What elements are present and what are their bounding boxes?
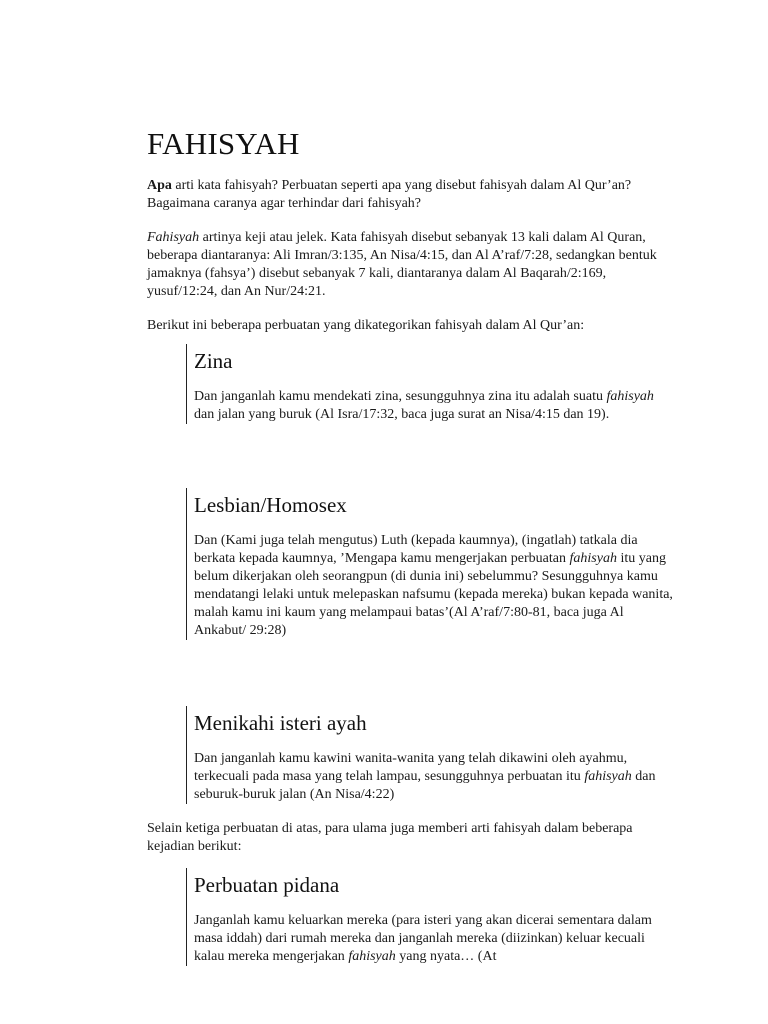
lead-in-paragraph: Berikut ini beberapa perbuatan yang dikategorikan fahisyah dalam Al Qur’an:	[147, 318, 585, 333]
section-zina	[186, 344, 674, 424]
transition-paragraph: Selain ketiga perbuatan di atas, para ulama juga memberi arti fahisyah dalam beberapa kejadian berikut:	[147, 821, 633, 854]
quote-text: itu yang belum dikerjakan oleh seorangpun (di dunia ini) sebelummu? Sesungguhnya kamu mendatangi lelaki untuk melepaskan nafsumu (kepada mereka) bukan kepada wanita, malah kamu ini kaum yang melampaui batas’(Al A’raf/7:80-81, baca juga Al Ankabut/ 29:28)	[194, 551, 673, 638]
definition-text: artinya keji atau jelek. Kata fahisyah disebut sebanyak 13 kali dalam Al Quran, beberapa diantaranya: Ali Imran/3:135, An Nisa/4:15, dan Al A’raf/7:28, sedangkan bentuk jamaknya (fahsya’) disebut sebanyak 7 kali, diantaranya dalam Al Baqarah/2:169, yusuf/12:24, dan An Nur/24:21.	[147, 230, 657, 299]
quote-text: Dan janganlah kamu kawini wanita-wanita yang telah dikawini oleh ayahmu, terkecuali pada masa yang telah lampau, sesungguhnya perbuatan itu	[194, 751, 628, 784]
definition-paragraph	[147, 229, 667, 301]
quote-text: Dan janganlah kamu mendekati zina, sesungguhnya zina itu adalah suatu	[194, 389, 607, 404]
section-heading: Menikahi isteri ayah	[194, 711, 367, 735]
quote-text: yang nyata… (At	[395, 949, 497, 964]
section-quote	[194, 388, 674, 424]
section-quote	[194, 750, 674, 804]
quote-text: dan seburuk-buruk jalan (An Nisa/4:22)	[194, 769, 656, 802]
quote-term: fahisyah	[606, 389, 654, 404]
intro-text: arti kata fahisyah? Perbuatan seperti apa yang disebut fahisyah dalam Al Qur’an? Bagaimana caranya agar terhindar dari fahisyah?	[147, 178, 632, 211]
section-lesbian-homosex	[186, 488, 674, 640]
section-heading: Perbuatan pidana	[194, 873, 340, 897]
quote-text: Janganlah kamu keluarkan mereka (para isteri yang akan dicerai sementara dalam masa iddah) dari rumah mereka dan janganlah mereka (diizinkan) keluar kecuali kalau mereka mengerjakan	[194, 913, 652, 964]
intro-paragraph	[147, 177, 667, 213]
section-quote	[194, 912, 674, 966]
quote-term: fahisyah	[584, 769, 632, 784]
quote-text: Dan (Kami juga telah mengutus) Luth (kepada kaumnya), (ingatlah) tatkala dia berkata kepada kaumnya, ’Mengapa kamu mengerjakan perbuatan	[194, 533, 638, 566]
section-menikahi-isteri-ayah	[186, 706, 674, 804]
quote-term: fahisyah	[348, 949, 396, 964]
section-heading: Lesbian/Homosex	[194, 493, 347, 517]
section-heading: Zina	[194, 349, 233, 373]
definition-term: Fahisyah	[147, 230, 200, 245]
section-quote	[194, 532, 674, 640]
section-perbuatan-pidana	[186, 868, 674, 966]
quote-text: dan jalan yang buruk (Al Isra/17:32, baca juga surat an Nisa/4:15 dan 19).	[194, 407, 610, 422]
document-title: FAHISYAH	[147, 126, 300, 161]
quote-term: fahisyah	[569, 551, 617, 566]
intro-bold-word: Apa	[147, 178, 172, 193]
